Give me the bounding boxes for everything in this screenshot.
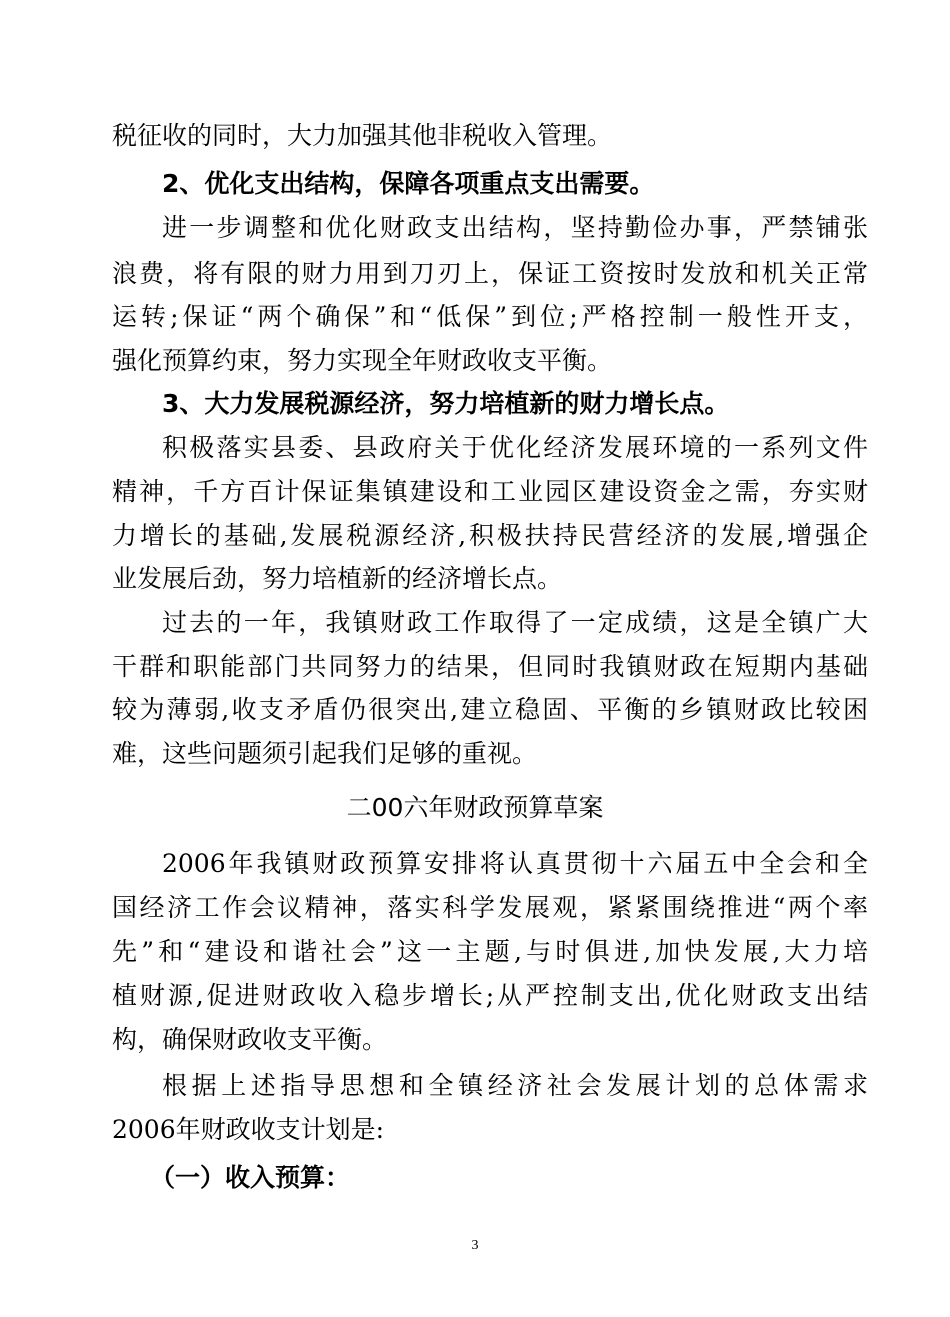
paragraph-line: 根据上述指导思想和全镇经济社会发展计划的总体需求 xyxy=(162,1071,868,1100)
paragraph-line: 国经济工作会议精神，落实科学发展观，紧紧围绕推进“两个率 xyxy=(112,893,868,922)
heading-2: 2、优化支出结构，保障各项重点支出需要。 xyxy=(162,169,655,198)
paragraph-line: 精神，千方百计保证集镇建设和工业园区建设资金之需，夯实财 xyxy=(112,477,868,506)
paragraph-line: 强化预算约束，努力实现全年财政收支平衡。 xyxy=(112,346,613,375)
paragraph-line: 积极落实县委、县政府关于优化经济发展环境的一系列文件 xyxy=(162,433,868,462)
paragraph-line: 难，这些问题须引起我们足够的重视。 xyxy=(112,739,538,768)
paragraph-line: 植财源,促进财政收入稳步增长;从严控制支出,优化财政支出结 xyxy=(112,981,868,1010)
paragraph-line: 进一步调整和优化财政支出结构，坚持勤俭办事，严禁铺张 xyxy=(162,213,868,242)
paragraph-line: 2006年财政收支计划是: xyxy=(112,1115,385,1144)
paragraph-line: 业发展后劲，努力培植新的经济增长点。 xyxy=(112,564,563,593)
paragraph-line: 运转;保证“两个确保”和“低保”到位;严格控制一般性开支， xyxy=(112,302,868,331)
paragraph-line: 浪费，将有限的财力用到刀刃上，保证工资按时发放和机关正常 xyxy=(112,259,868,288)
heading-income-budget: （一）收入预算： xyxy=(150,1163,351,1192)
paragraph-line: 先”和“建设和谐社会”这一主题,与时俱进,加快发展,大力培 xyxy=(112,937,868,966)
page-number: 3 xyxy=(471,1238,479,1253)
paragraph-line: 较为薄弱,收支矛盾仍很突出,建立稳固、平衡的乡镇财政比较困 xyxy=(112,695,868,724)
paragraph-line: 构，确保财政收支平衡。 xyxy=(112,1025,388,1054)
paragraph-line: 过去的一年，我镇财政工作取得了一定成绩，这是全镇广大 xyxy=(162,608,868,637)
paragraph-line: 2006年我镇财政预算安排将认真贯彻十六届五中全会和全 xyxy=(162,849,868,878)
paragraph-line: 税征收的同时，大力加强其他非税收入管理。 xyxy=(112,121,613,150)
heading-3: 3、大力发展税源经济，努力培植新的财力增长点。 xyxy=(162,389,730,418)
paragraph-line: 干群和职能部门共同努力的结果，但同时我镇财政在短期内基础 xyxy=(112,652,868,681)
section-title: 二00六年财政预算草案 xyxy=(346,793,604,822)
paragraph-line: 力增长的基础,发展税源经济,积极扶持民营经济的发展,增强企 xyxy=(112,521,868,550)
